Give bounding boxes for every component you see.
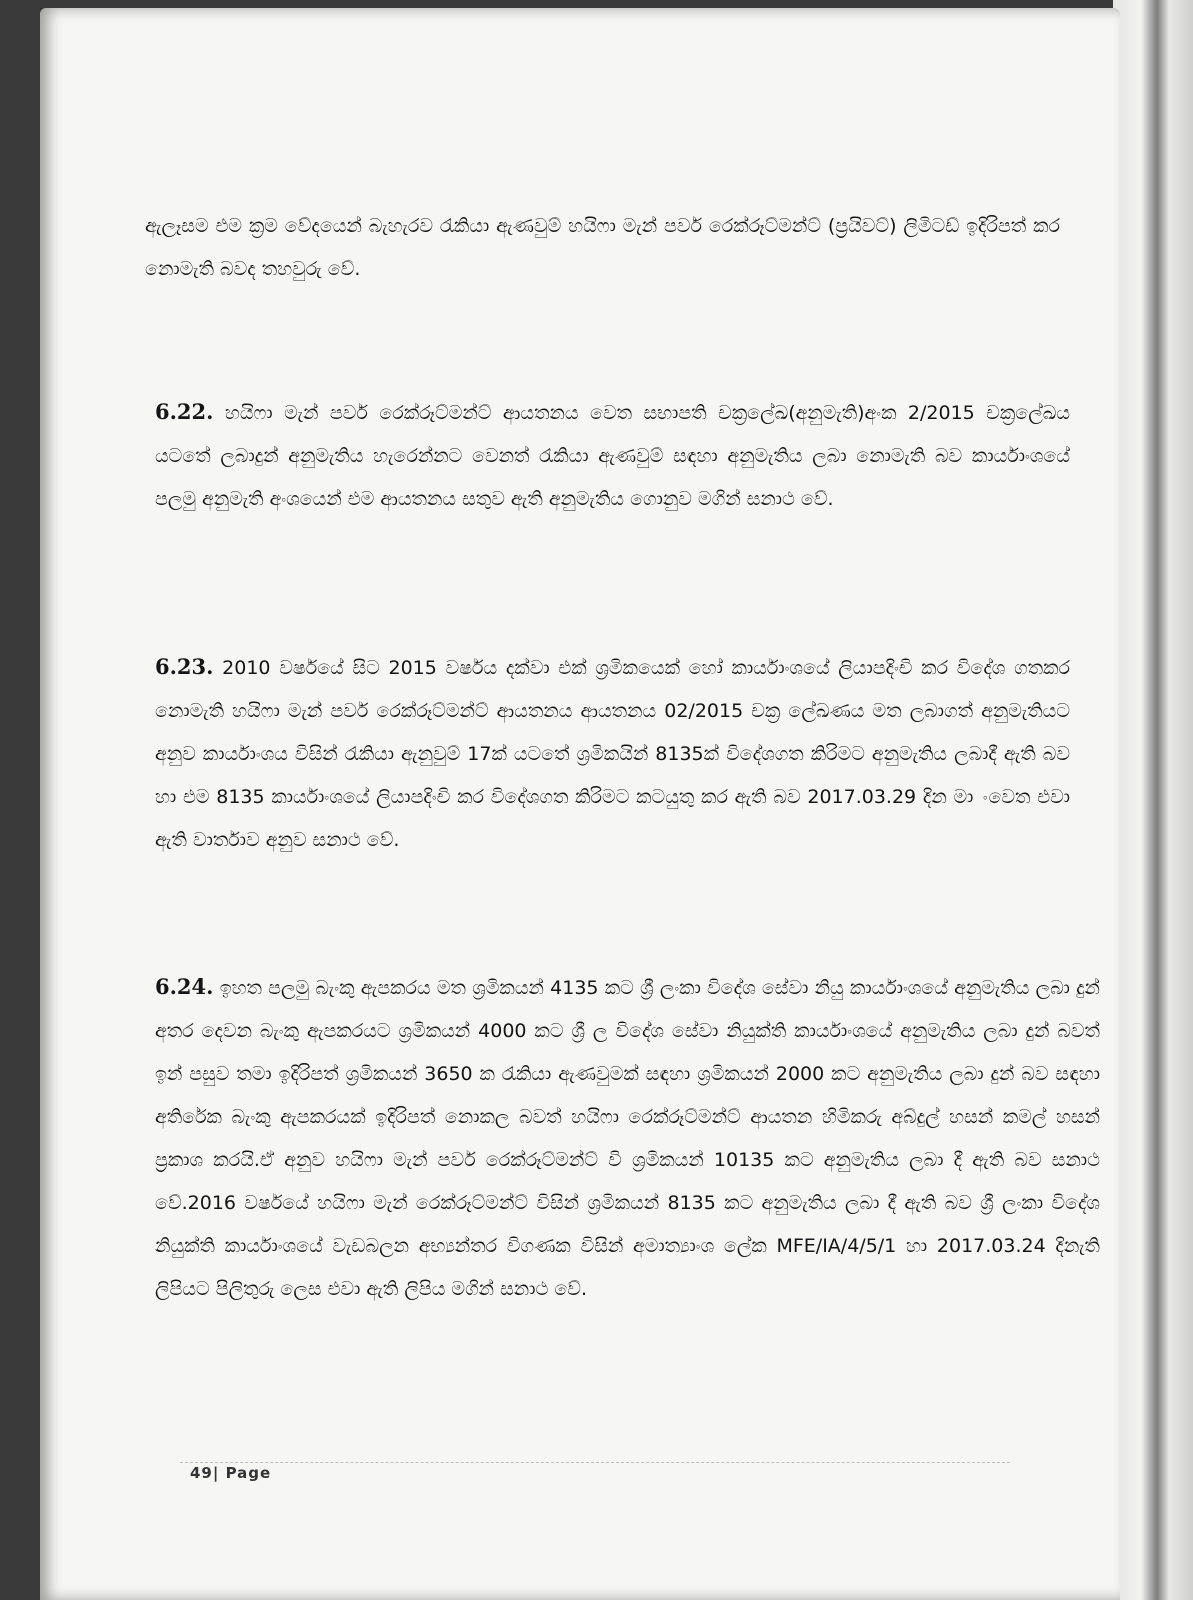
footer-divider: [180, 1462, 1010, 1463]
paragraph-6-23: [155, 645, 1077, 862]
paragraph-continuation: [145, 205, 1067, 291]
paragraph-text: ඉහත පලමු බැංකු ඇපකරය මත ශ්‍රමිකයන් 4135 කට ශ්‍රී ලංකා විදේශ සේවා නියු කාර්යාංශයේ අනුමැතිය ලබා දුන් අතර දෙවන බැංකු ඇපකරයට ශ්‍රමිකයන් 4000 කට ශ්‍රී ල විදේශ සේවා නියුක්ති කාර්යාංශයේ අනුමැතිය ලබා දුන් බවත් ඉන් පසුව තමා ඉදිරිපත් ශ්‍රමිකයන් 3650 ක රැකියා ඇණවුමක් සඳහා ශ්‍රමිකයන් 2000 කට අනුමැතිය ලබා දුන් බව සඳහා අතිරේක බැංකු ඇපකරයක් ඉදිරිපත් නොකල බවත් හයිෆා රෙක්රූට්මන්ට් ආයතන හිමිකරු අබ්දුල් හසන් කමල් හසන් ප්‍රකාශ කරයි.ඒ අනුව හයිෆා මැන් පවර් රෙක්රූට්මන්ට් වි ශ්‍රමිකයන් 10135 කට අනුමැතිය ලබා දී ඇති බව සනාථ වේ.2016 වර්ෂයේ හයිෆා මැන් රෙක්රූට්මන්ට් විසින් ශ්‍රමිකයන් 8135 කට අනුමැතිය ලබා දී ඇති බව ශ්‍රී ලංකා විදේශ නියුක්ති කාර්යාංශයේ වැඩබලන අභ්‍යන්තර විගණක විසින් අමාත්‍යාංශ ලේක MFE/IA/4/5/1 හා 2017.03.24 දිනැති ලිපියට පිලිතුරු ලෙස එවා ඇති ලිපිය මගින් සනාථ වේ.: [155, 977, 1107, 1300]
page-label: | Page: [212, 1464, 272, 1482]
paragraph-6-22: [155, 390, 1077, 521]
adjacent-page-edge: [1113, 0, 1193, 1600]
paragraph-number: 6.24.: [155, 974, 214, 999]
page-number: 49: [190, 1464, 213, 1482]
paragraph-6-24: [155, 965, 1107, 1311]
page-footer: [190, 1464, 271, 1482]
paragraph-text: 2010 වර්ෂයේ සිට 2015 වර්ෂය දක්වා එක් ශ්‍රමිකයෙක් හෝ කාර්යාංශයේ ලියාපදිංචි කර විදේශ ගතකර නොමැති හයිෆා මැන් පවර් රෙක්රූට්මන්ට් ආයතනය ආයතනය 02/2015 චක්‍ර ලේඛණය මත ලබාගත් අනුමැතියට අනුව කාර්යාංශය විසින් රැකියා ඇනුවුම් 17ක් යටතේ ශ්‍රමිකයින් 8135ක් විදේශගත කිරිමට අනුමැතිය ලබාදී ඇති බව හා එම 8135 කාර්යාංශයේ ලියාපදිංචි කර විදේශගත කිරිමට කටයුතු කර ඇති බව 2017.03.29 දින මා ංවෙත එවා ඇති වාර්තාව අනුව සනාථ වේ.: [155, 657, 1077, 851]
paragraph-text: හයිෆා මැන් පවර් රෙක්රූට්මන්ට් ආයතනය වෙත සභාපති චක්‍රලේඛ(අනුමැති)අංක 2/2015 චක්‍රලේඛය යටතේ ලබාදුන් අනුමැතිය හැරෙන්නට වෙනත් රැකියා ඇණවුම් සඳහා අනුමැතිය ලබා නොමැති බව කාර්යාංශයේ පලමු අනුමැති අංශයෙන් එම ආයතනය සතුව ඇති අනුමැතිය ගොනුව මගින් සනාථ වේ.: [155, 402, 1077, 510]
paragraph-text: ඇලෑසම එම ක්‍රම වේදයෙන් බැහැරව රැකියා ඇණවුම් හයිෆා මැන් පවර් රෙක්රූට්මන්ට් (ප්‍රයිවට්) ලිමිටඩ් ඉදිරිපත් කර නොමැති බවද තහවුරු වේ.: [145, 215, 1067, 280]
paragraph-number: 6.23.: [155, 654, 214, 679]
paragraph-number: 6.22.: [155, 399, 214, 424]
